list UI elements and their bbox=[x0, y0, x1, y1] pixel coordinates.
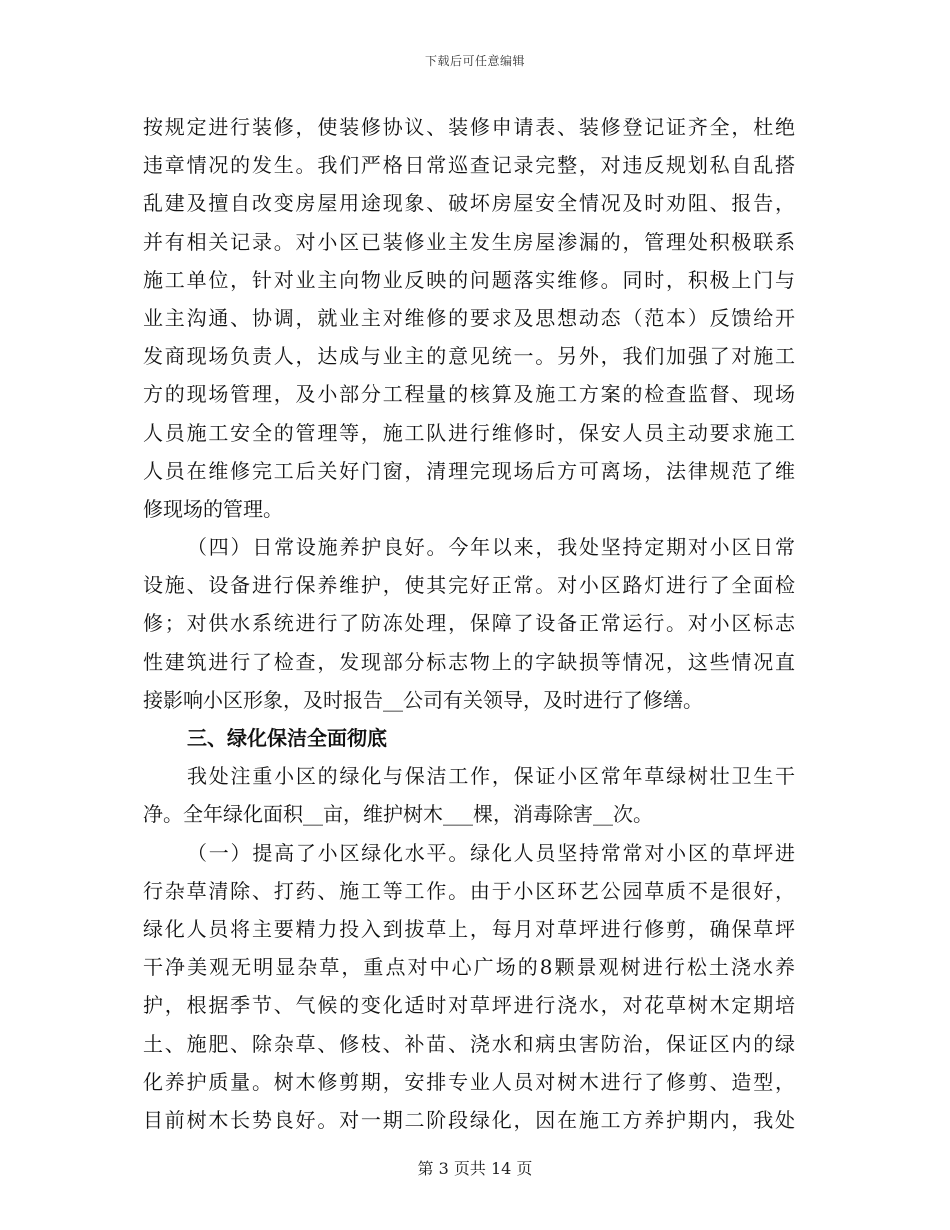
paragraph-line: （四）日常设施养护良好。今年以来，我处坚持定期对小区日常 bbox=[187, 535, 795, 560]
document-body bbox=[143, 108, 795, 1139]
paragraph-line: 发商现场负责人，达成与业主的意见统一。另外，我们加强了对施工 bbox=[143, 344, 795, 369]
paragraph-line: 人员在维修完工后关好门窗，清理完现场后方可离场，法律规范了维 bbox=[143, 458, 795, 483]
paragraph-line: 方的现场管理，及小部分工程量的核算及施工方案的检查监督、现场 bbox=[143, 382, 795, 407]
paragraph-line: 违章情况的发生。我们严格日常巡查记录完整，对违反规划私自乱搭 bbox=[143, 153, 795, 178]
paragraph-line: 干净美观无明显杂草，重点对中心广场的8颗景观树进行松土浇水养 bbox=[143, 955, 795, 980]
paragraph-line: 净。全年绿化面积__亩，维护树木___棵，消毒除害__次。 bbox=[143, 802, 653, 827]
paragraph-line: 并有相关记录。对小区已装修业主发生房屋渗漏的，管理处积极联系 bbox=[143, 229, 795, 254]
paragraph-line: 修；对供水系统进行了防冻处理，保障了设备正常运行。对小区标志 bbox=[143, 611, 795, 636]
page-number: 第 3 页共 14 页 bbox=[417, 1159, 533, 1178]
paragraph-line: 行杂草清除、打药、施工等工作。由于小区环艺公园草质不是很好， bbox=[143, 878, 795, 903]
paragraph-line: 业主沟通、协调，就业主对维修的要求及思想动态（范本）反馈给开 bbox=[143, 305, 795, 330]
paragraph-line: 人员施工安全的管理等，施工队进行维修时，保安人员主动要求施工 bbox=[143, 420, 795, 445]
paragraph-line: 土、施肥、除杂草、修枝、补苗、浇水和病虫害防治，保证区内的绿 bbox=[143, 1031, 795, 1056]
page-header-note: 下载后可任意编辑 bbox=[424, 54, 525, 68]
paragraph-line: 目前树木长势良好。对一期二阶段绿化，因在施工方养护期内，我处 bbox=[143, 1107, 795, 1132]
paragraph-line: 修现场的管理。 bbox=[143, 496, 283, 521]
paragraph-line: 接影响小区形象，及时报告__公司有关领导，及时进行了修缮。 bbox=[143, 687, 703, 712]
paragraph-line: 性建筑进行了检查，发现部分标志物上的字缺损等情况，这些情况直 bbox=[143, 649, 795, 674]
paragraph-line: 护，根据季节、气候的变化适时对草坪进行浇水，对花草树木定期培 bbox=[143, 993, 795, 1018]
paragraph-line: 设施、设备进行保养维护，使其完好正常。对小区路灯进行了全面检 bbox=[143, 573, 795, 598]
paragraph-line: 乱建及擅自改变房屋用途现象、破坏房屋安全情况及时劝阻、报告， bbox=[143, 191, 795, 216]
paragraph-line: 按规定进行装修，使装修协议、装修申请表、装修登记证齐全，杜绝 bbox=[143, 115, 795, 139]
paragraph-line: 我处注重小区的绿化与保洁工作，保证小区常年草绿树壮卫生干 bbox=[187, 764, 795, 789]
paragraph-line: 施工单位，针对业主向物业反映的问题落实维修。同时，积极上门与 bbox=[143, 267, 795, 292]
paragraph-line: （一）提高了小区绿化水平。绿化人员坚持常常对小区的草坪进 bbox=[187, 840, 795, 865]
paragraph-line: 绿化人员将主要精力投入到拔草上，每月对草坪进行修剪，确保草坪 bbox=[143, 916, 795, 941]
section-heading: 三、绿化保洁全面彻底 bbox=[187, 726, 387, 750]
paragraph-line: 化养护质量。树木修剪期，安排专业人员对树木进行了修剪、造型， bbox=[143, 1069, 795, 1094]
